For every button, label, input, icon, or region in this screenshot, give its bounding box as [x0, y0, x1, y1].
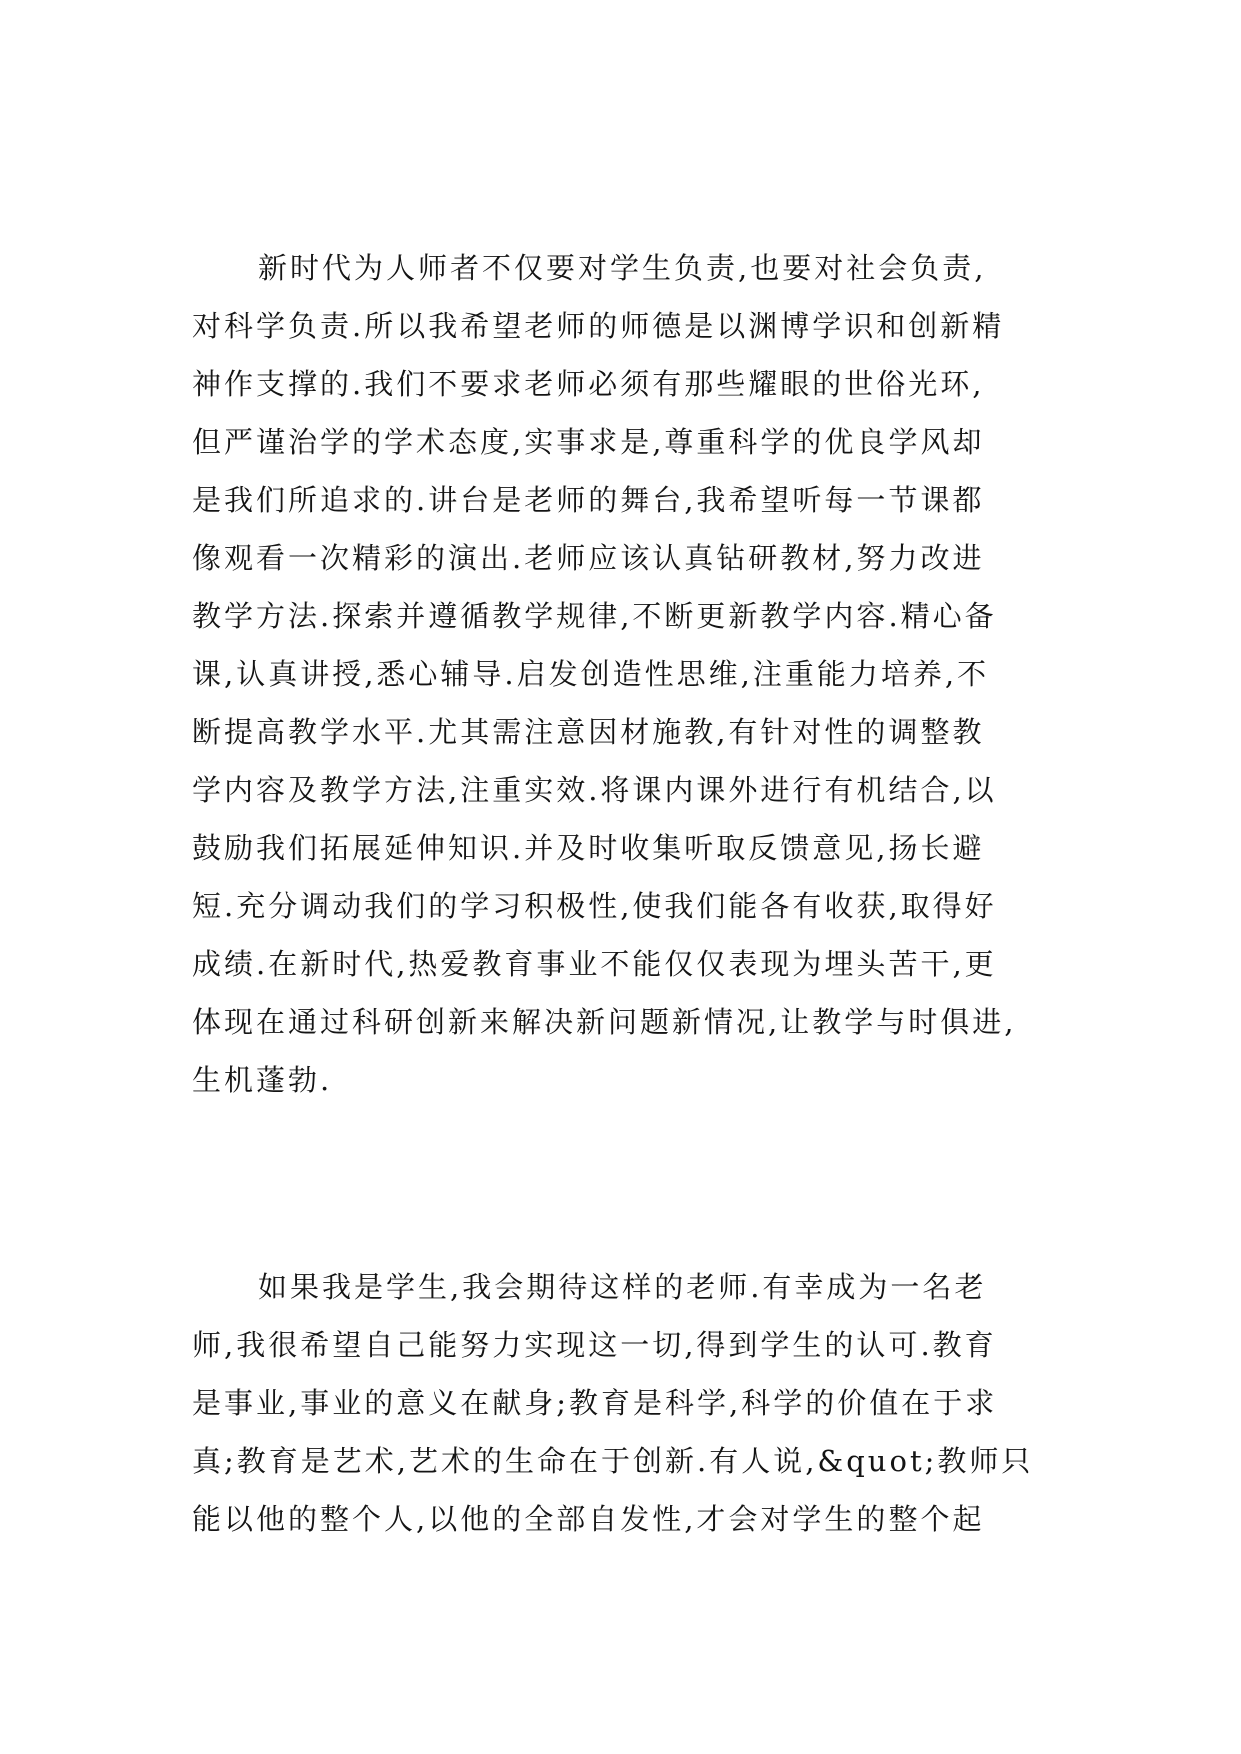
text-line: 真;教育是艺术,艺术的生命在于创新.有人说,&quot;教师只 [192, 1444, 1034, 1478]
text-line: 像观看一次精彩的演出.老师应该认真钻研教材,努力改进 [192, 541, 985, 575]
text-line: 神作支撑的.我们不要求老师必须有那些耀眼的世俗光环, [192, 367, 985, 401]
paragraph-teacher-ethics [192, 239, 1072, 1109]
text-line: 课,认真讲授,悉心辅导.启发创造性思维,注重能力培养,不 [192, 657, 990, 691]
text-line: 教学方法.探索并遵循教学规律,不断更新教学内容.精心备 [192, 599, 997, 633]
text-line: 是我们所追求的.讲台是老师的舞台,我希望听每一节课都 [192, 483, 985, 517]
text-line: 如果我是学生,我会期待这样的老师.有幸成为一名老 [258, 1270, 987, 1304]
text-line: 但严谨治学的学术态度,实事求是,尊重科学的优良学风却 [192, 425, 985, 459]
paragraph-expectation [192, 1258, 1072, 1548]
text-line: 学内容及教学方法,注重实效.将课内课外进行有机结合,以 [192, 773, 997, 807]
text-line: 体现在通过科研创新来解决新问题新情况,让教学与时俱进, [192, 1005, 1017, 1039]
text-line: 生机蓬勃. [192, 1063, 333, 1097]
text-line: 师,我很希望自己能努力实现这一切,得到学生的认可.教育 [192, 1328, 997, 1362]
text-line: 断提高教学水平.尤其需注意因材施教,有针对性的调整教 [192, 715, 985, 749]
text-line: 新时代为人师者不仅要对学生负责,也要对社会负责, [258, 251, 987, 285]
text-line: 是事业,事业的意义在献身;教育是科学,科学的价值在于求 [192, 1386, 998, 1420]
text-line: 鼓励我们拓展延伸知识.并及时收集听取反馈意见,扬长避 [192, 831, 985, 865]
text-line: 短.充分调动我们的学习积极性,使我们能各有收获,取得好 [192, 889, 997, 923]
text-line: 成绩.在新时代,热爱教育事业不能仅仅表现为埋头苦干,更 [192, 947, 997, 981]
text-line: 能以他的整个人,以他的全部自发性,才会对学生的整个起 [192, 1502, 985, 1536]
text-line: 对科学负责.所以我希望老师的师德是以渊博学识和创新精 [192, 309, 1005, 343]
